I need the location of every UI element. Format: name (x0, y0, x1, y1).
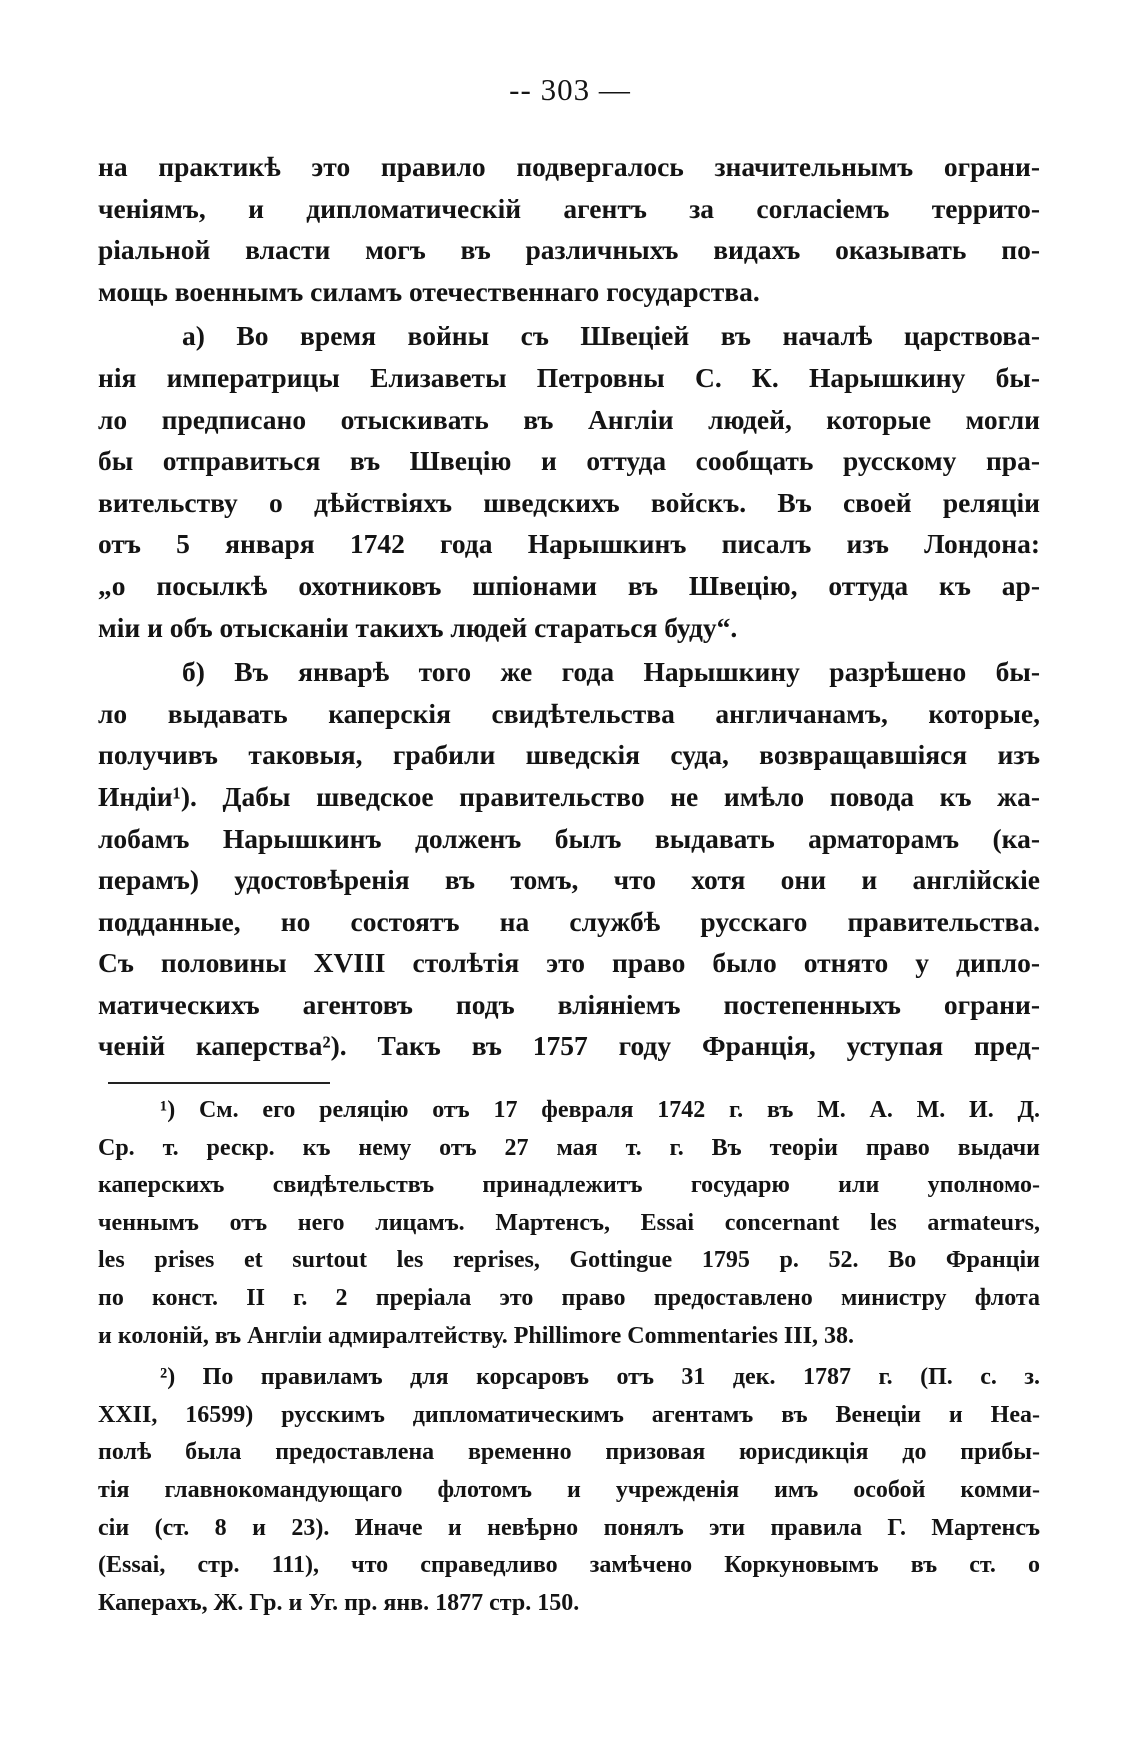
text-line: перамъ) удостовѣренія въ томъ, что хотя они и англійскіе (98, 864, 1040, 896)
text-line: ріальной власти могъ въ различныхъ видахъ оказывать по- (98, 234, 1040, 266)
text-line: подданные, но состоятъ на службѣ русскаго правительства. (98, 905, 1040, 937)
text-line: нія императрицы Елизаветы Петровны С. К. Нарышкину бы- (98, 361, 1040, 393)
text-line: міи и объ отысканіи такихъ людей стараться буду“. (98, 611, 738, 643)
text-line: Съ половины XVIII столѣтія это право было отнято у дипло- (98, 947, 1040, 979)
text-line: ченій каперства²). Такъ въ 1757 году Франція, уступая пред- (98, 1030, 1040, 1062)
footnote-line: (Essai, стр. 111), что справедливо замѣчено Коркуновымъ въ ст. о (98, 1552, 1040, 1579)
text-line: на практикѣ это правило подвергалось значительнымъ ограни- (98, 151, 1040, 182)
footnote-line: les prises et surtout les reprises, Gottingue 1795 p. 52. Во Франціи (98, 1247, 1040, 1274)
footnote-line: ченнымъ отъ него лицамъ. Мартенсъ, Essai concernant les armateurs, (98, 1209, 1040, 1236)
text-line: „о посылкѣ охотниковъ шпіонами въ Швецію, оттуда къ ар- (98, 569, 1040, 601)
footnote-line: каперскихъ свидѣтельствъ принадлежитъ государю или уполномо- (98, 1172, 1040, 1199)
footnote-line: сіи (ст. 8 и 23). Иначе и невѣрно понялъ эти правила Г. Мартенсъ (98, 1514, 1040, 1541)
text-line: мощь военнымъ силамъ отечественнаго государства. (98, 275, 760, 307)
text-line: отъ 5 января 1742 года Нарышкинъ писалъ изъ Лондона: (98, 528, 1040, 560)
footnote-line: ¹) См. его реляцію отъ 17 февраля 1742 г. въ М. А. М. И. Д. (160, 1097, 1040, 1123)
text-line: ло выдавать каперскія свидѣтельства англичанамъ, которые, (98, 697, 1040, 729)
main-text (98, 146, 1040, 1067)
footnote-line: Ср. т. рескр. къ нему отъ 27 мая т. г. Въ теоріи право выдачи (98, 1134, 1040, 1161)
text-line: бы отправиться въ Швецію и оттуда сообщать русскому пра- (98, 445, 1040, 477)
text-line: вительству о дѣйствіяхъ шведскихъ войскъ. Въ своей реляціи (98, 486, 1040, 518)
footnote-line: полѣ была предоставлена временно призовая юрисдикція до прибы- (98, 1439, 1040, 1466)
footnote-line: ²) По правиламъ для корсаровъ отъ 31 дек. 1787 г. (П. с. з. (160, 1364, 1040, 1391)
footnote-line: и колоній, въ Англіи адмиралтейству. Phillimore Commentaries III, 38. (98, 1322, 854, 1349)
page-number: -- 303 — (509, 72, 631, 107)
text-line: матическихъ агентовъ подъ вліяніемъ постепенныхъ ограни- (98, 988, 1040, 1020)
footnote-line: Каперахъ, Ж. Гр. и Уг. пр. янв. 1877 стр. 150. (98, 1589, 580, 1616)
footnote-line: по конст. II г. 2 преріала это право предоставлено министру флота (98, 1284, 1040, 1311)
text-line: ло предписано отыскивать въ Англіи людей, которые могли (98, 403, 1040, 435)
footnote-line: тія главнокомандующаго флотомъ и учрежденія имъ особой комми- (98, 1476, 1040, 1503)
text-line: ченіямъ, и дипломатическій агентъ за согласіемъ террито- (98, 192, 1040, 224)
text-line: а) Во время войны съ Швеціей въ началѣ царствова- (182, 320, 1040, 352)
footnote-divider (108, 1082, 330, 1084)
footnote-line: XXII, 16599) русскимъ дипломатическимъ агентамъ въ Венеціи и Неа- (98, 1401, 1040, 1428)
footnotes (98, 1092, 1040, 1622)
text-line: б) Въ январѣ того же года Нарышкину разрѣшено бы- (182, 656, 1040, 688)
text-line: получивъ таковыя, грабили шведскія суда, возвращавшіяся изъ (98, 739, 1040, 771)
text-line: лобамъ Нарышкинъ долженъ былъ выдавать арматорамъ (ка- (98, 822, 1040, 854)
text-line: Индіи¹). Дабы шведское правительство не имѣло повода къ жа- (98, 780, 1040, 812)
